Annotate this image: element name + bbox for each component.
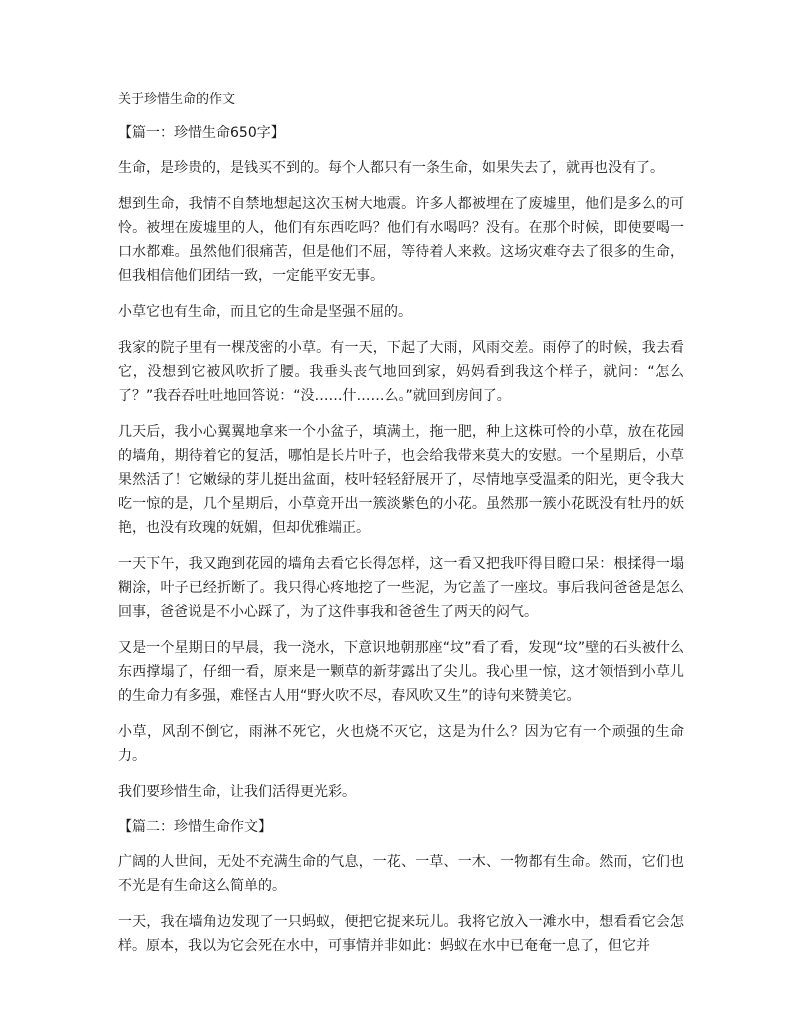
- paragraph: 生命，是珍贵的，是钱买不到的。每个人都只有一条生命，如果失去了，就再也没有了。: [118, 160, 664, 176]
- paragraph: 想到生命，我情不自禁地想起这次玉树大地震。许多人都被埋在了废墟里，他们是多么的可怜。被埋在废墟里的人，他们有东西吃吗？他们有水喝吗？没有。在那个时候，即使要喝一口水都难。虽然他们很痛苦，但是他们不屈，等待着人来救。这场灾难夺去了很多的生命，但我相信他们团结一致，一定能平安无事。: [118, 196, 684, 284]
- paragraph: 我们要珍惜生命，让我们活得更光彩。: [118, 784, 356, 800]
- paragraph: 几天后，我小心翼翼地拿来一个小盆子，填满土，拖一肥，种上这株可怜的小草，放在花园的墙角，期待着它的复活，哪怕是长片叶子，也会给我带来莫大的安慰。一个星期后，小草果然活了！它嫩绿的芽儿挺出盆面，枝叶轻轻舒展开了，尽情地享受温柔的阳光，更令我大吃一惊的是，几个星期后，小草竟开出一簇淡紫色的小花。虽然那一簇小花既没有牡丹的妖艳，也没有玫瑰的妩媚，但却优雅端正。: [118, 424, 684, 536]
- paragraph: 又是一个星期日的早晨，我一浇水，下意识地朝那座“坟”看了看，发现“坟”壁的石头被什么东西撑塌了，仔细一看，原来是一颗草的新芽露出了尖儿。我心里一惊，这才领悟到小草儿的生命力有多强，难怪古人用“野火吹不尽，春风吹又生”的诗句来赞美它。: [118, 640, 684, 704]
- paragraph: 小草它也有生命，而且它的生命是坚强不屈的。: [118, 304, 412, 320]
- document-body: [118, 90, 684, 970]
- section-heading-2: 【篇二：珍惜生命作文】: [118, 819, 272, 835]
- paragraph: 一天下午，我又跑到花园的墙角去看它长得怎样，这一看又把我吓得目瞪口呆：根揉得一塌糊涂，叶子已经折断了。我只得心疼地挖了一些泥，为它盖了一座坟。事后我问爸爸是怎么回事，爸爸说是不小心踩了，为了这件事我和爸爸生了两天的闷气。: [118, 556, 684, 620]
- paragraph: 广阔的人世间，无处不充满生命的气息，一花、一草、一木、一物都有生命。然而，它们也不光是有生命这么简单的。: [118, 854, 684, 894]
- paragraph: 小草，风刮不倒它，雨淋不死它，火也烧不灭它，这是为什么？因为它有一个顽强的生命力。: [118, 724, 684, 764]
- paragraph: 一天，我在墙角边发现了一只蚂蚁，便把它捉来玩儿。我将它放入一滩水中，想看看它会怎样。原本，我以为它会死在水中，可事情并非如此：蚂蚁在水中已奄奄一息了，但它并: [118, 914, 684, 954]
- section-heading-1: 【篇一：珍惜生命650字】: [118, 125, 285, 141]
- paragraph: 我家的院子里有一棵茂密的小草。有一天，下起了大雨，风雨交差。雨停了的时候，我去看它，没想到它被风吹折了腰。我垂头丧气地回到家，妈妈看到我这个样子，就问：“怎么了？”我吞吞吐吐地回答说：“没……什……么。”就回到房间了。: [118, 340, 684, 404]
- document-title: 关于珍惜生命的作文: [118, 92, 236, 107]
